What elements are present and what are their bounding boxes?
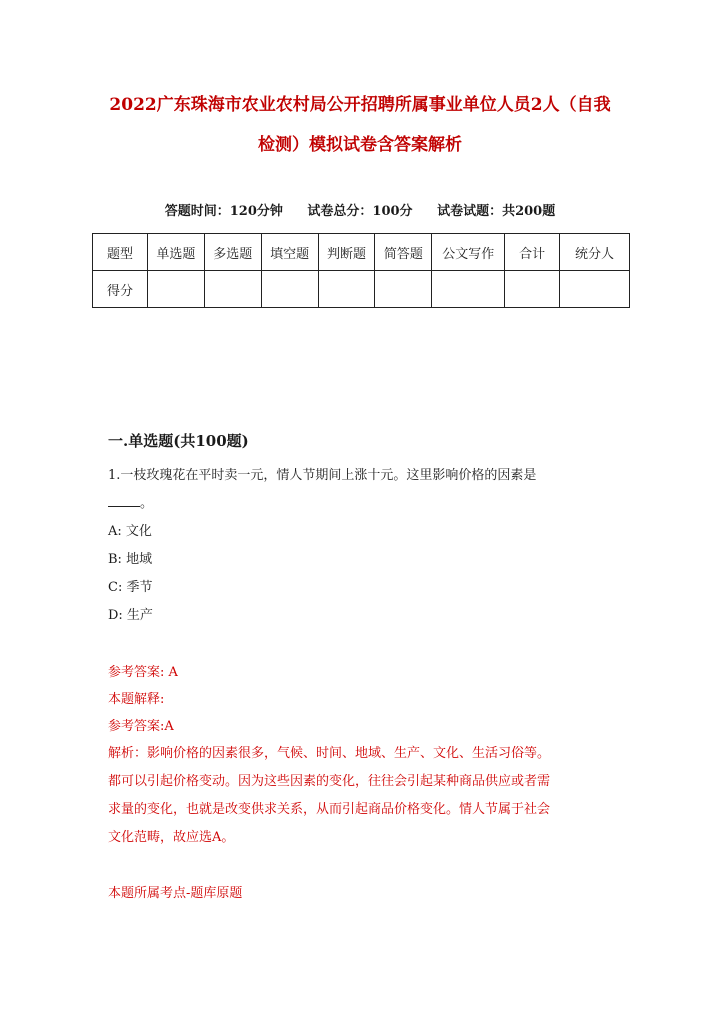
score-header-cell: 题型 bbox=[93, 234, 148, 271]
option-a: A: 文化 bbox=[108, 524, 152, 539]
score-header-cell: 合计 bbox=[505, 234, 560, 271]
score-header-cell: 填空题 bbox=[261, 234, 318, 271]
score-header-cell: 判断题 bbox=[318, 234, 375, 271]
explanation-label: 本题解释: bbox=[108, 692, 165, 707]
question-blank-line bbox=[108, 494, 153, 514]
explanation-line: 解析：影响价格的因素很多，气候、时间、地域、生产、文化、生活习俗等。 bbox=[108, 746, 551, 761]
question-stem-end: 。 bbox=[140, 496, 154, 511]
answer-blank bbox=[108, 494, 140, 507]
reference-answer-2: 参考答案:A bbox=[108, 719, 174, 734]
score-cell bbox=[505, 271, 560, 308]
document-title-line-1: 2022广东珠海市农业农村局公开招聘所属事业单位人员2人（自我 bbox=[109, 95, 611, 115]
score-cell bbox=[560, 271, 630, 308]
score-header-cell: 统分人 bbox=[560, 234, 630, 271]
score-cell bbox=[261, 271, 318, 308]
score-cell bbox=[375, 271, 432, 308]
exam-question-count: 试卷试题：共200题 bbox=[437, 204, 556, 219]
explanation-line: 文化范畴，故应选A。 bbox=[108, 830, 235, 845]
score-header-cell: 公文写作 bbox=[432, 234, 505, 271]
score-table bbox=[92, 233, 630, 308]
score-cell bbox=[204, 271, 261, 308]
reference-answer: 参考答案: A bbox=[108, 665, 178, 680]
score-cell bbox=[147, 271, 204, 308]
option-c: C: 季节 bbox=[108, 580, 153, 595]
option-b: B: 地域 bbox=[108, 552, 153, 567]
option-d: D: 生产 bbox=[108, 608, 153, 623]
question-stem: 1.一枝玫瑰花在平时卖一元，情人节期间上涨十元。这里影响价格的因素是 bbox=[108, 468, 537, 483]
score-cell bbox=[432, 271, 505, 308]
score-header-cell: 简答题 bbox=[375, 234, 432, 271]
exam-total-score: 试卷总分：100分 bbox=[307, 204, 413, 219]
score-row-label: 得分 bbox=[93, 271, 148, 308]
question-source: 本题所属考点-题库原题 bbox=[108, 886, 243, 901]
score-table-header-row bbox=[93, 234, 630, 271]
score-cell bbox=[318, 271, 375, 308]
exam-meta bbox=[0, 200, 720, 219]
document-title-line-2: 检测）模拟试卷含答案解析 bbox=[258, 135, 462, 155]
explanation-line: 都可以引起价格变动。因为这些因素的变化，往往会引起某种商品供应或者需 bbox=[108, 774, 551, 789]
section-heading: 一.单选题(共100题) bbox=[108, 432, 249, 450]
score-table-score-row bbox=[93, 271, 630, 308]
explanation-line: 求量的变化，也就是改变供求关系，从而引起商品价格变化。情人节属于社会 bbox=[108, 802, 551, 817]
score-header-cell: 多选题 bbox=[204, 234, 261, 271]
exam-time: 答题时间：120分钟 bbox=[164, 204, 283, 219]
score-header-cell: 单选题 bbox=[147, 234, 204, 271]
